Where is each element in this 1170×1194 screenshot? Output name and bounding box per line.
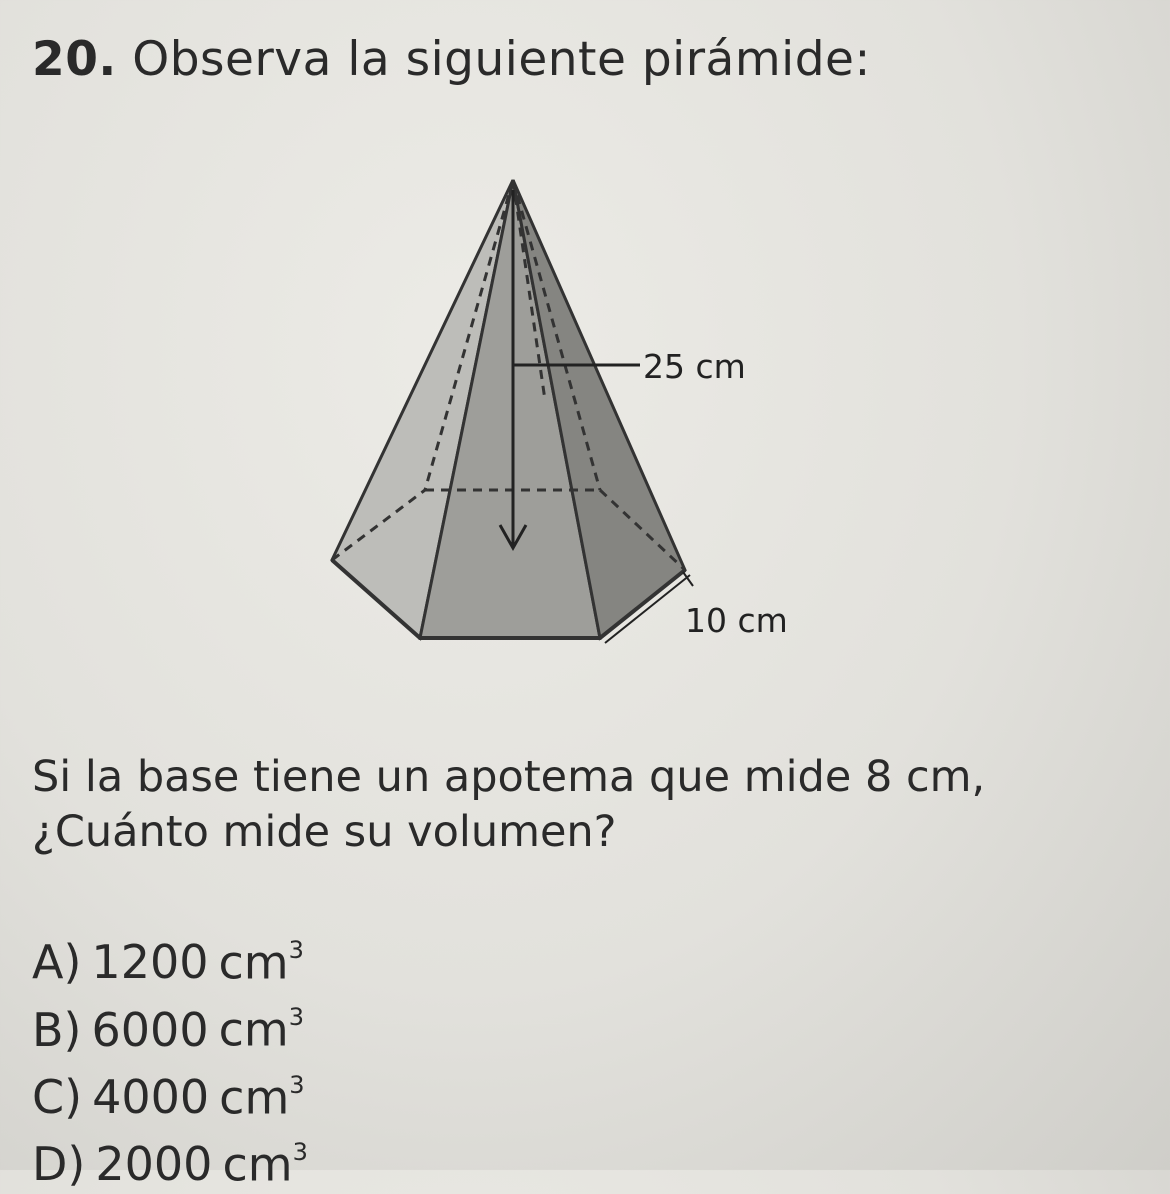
option-a[interactable]: [32, 925, 308, 992]
question-text: [32, 750, 985, 860]
option-value: 2000: [95, 1137, 213, 1192]
side-label: 10 cm: [685, 601, 788, 640]
question-prompt: Observa la siguiente pirámide:: [132, 32, 871, 87]
question-title: [32, 32, 871, 87]
option-value: 1200: [91, 935, 209, 990]
option-b[interactable]: [32, 992, 308, 1059]
option-letter: B): [32, 1002, 82, 1057]
option-letter: D): [32, 1137, 86, 1192]
option-unit: $cm^3$: [219, 1069, 305, 1124]
option-c[interactable]: [32, 1060, 308, 1127]
height-label: 25 cm: [643, 347, 746, 386]
question-line-1: Si la base tiene un apotema que mide 8 cm,: [32, 752, 986, 802]
option-d[interactable]: [32, 1127, 308, 1194]
option-unit: $cm^3$: [218, 1002, 304, 1057]
option-unit: $cm^3$: [222, 1137, 308, 1192]
option-letter: A): [32, 935, 82, 990]
pyramid-drawing: [300, 160, 820, 670]
option-value: 6000: [91, 1002, 209, 1057]
option-unit: $cm^3$: [218, 935, 304, 990]
question-number: 20.: [32, 32, 117, 87]
option-value: 4000: [92, 1069, 210, 1124]
answer-options: [32, 925, 308, 1194]
option-letter: C): [32, 1069, 83, 1124]
hexagonal-pyramid-figure: [300, 160, 820, 670]
question-line-2: ¿Cuánto mide su volumen?: [32, 807, 617, 857]
